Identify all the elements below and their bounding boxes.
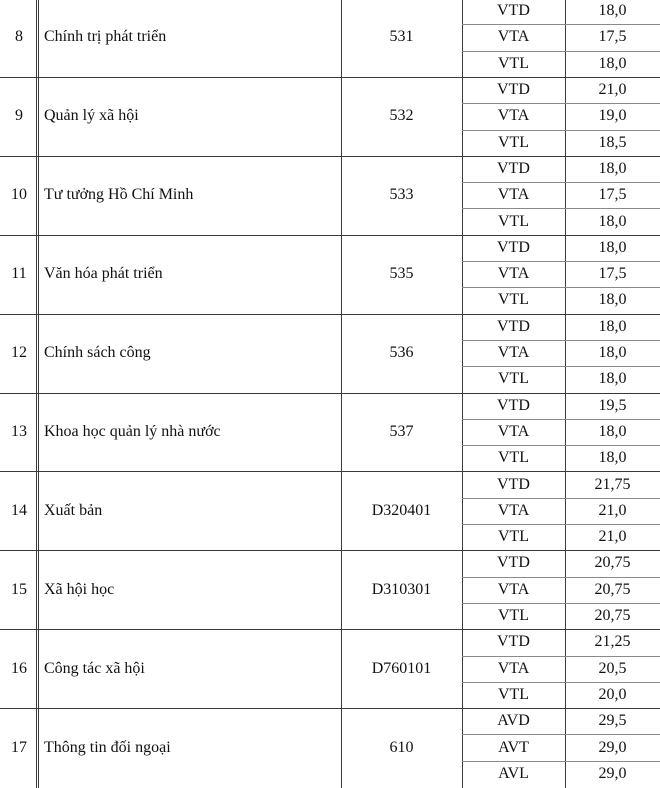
row-number: 14 [11,501,27,519]
subject-combination: VTL [497,607,530,625]
subject-combination: VTD [497,159,530,177]
sub-row-divider [462,682,660,683]
subject-combination: VTA [497,265,530,283]
sub-row-divider [462,51,660,52]
sub-row-divider [462,340,660,341]
cutoff-score: 18,0 [598,449,627,467]
subject-combination: VTL [497,528,530,546]
major-name: Văn hóa phát triển [44,265,163,283]
subject-combination: VTD [497,238,530,256]
major-name: Khoa học quản lý nhà nước [44,422,221,440]
subject-combination: VTD [497,317,530,335]
cutoff-score: 29,0 [598,738,627,756]
row-number: 8 [15,28,23,46]
cutoff-score: 17,5 [598,28,627,46]
subject-combination: VTA [497,659,530,677]
cutoff-score: 20,75 [594,580,631,598]
major-code: D320401 [371,501,432,519]
cutoff-score: 17,5 [598,265,627,283]
cutoff-score: 18,0 [598,317,627,335]
major-name: Công tác xã hội [44,659,145,677]
subject-combination: VTD [497,2,530,20]
sub-row-divider [462,656,660,657]
major-code: 535 [389,265,414,283]
cutoff-score: 29,5 [598,712,627,730]
major-name: Xã hội học [44,580,115,598]
major-name: Chính sách công [44,344,151,362]
cutoff-score: 21,75 [594,475,631,493]
sub-row-divider [462,24,660,25]
subject-combination: VTA [497,580,530,598]
major-name: Chính trị phát triển [44,28,167,46]
cutoff-score: 20,75 [594,554,631,572]
sub-row-divider [462,130,660,131]
subject-combination: VTL [497,685,530,703]
sub-row-divider [462,103,660,104]
cutoff-score: 21,0 [598,81,627,99]
row-number: 10 [11,186,27,204]
major-code: 531 [389,28,414,46]
row-number: 9 [15,107,23,125]
cutoff-score: 18,0 [598,238,627,256]
subject-combination: VTD [497,475,530,493]
cutoff-score: 21,0 [598,501,627,519]
sub-row-divider [462,419,660,420]
major-name: Tư tưởng Hồ Chí Minh [44,186,194,204]
row-number: 13 [11,422,27,440]
major-name: Xuất bản [44,501,103,519]
sub-row-divider [462,287,660,288]
subject-combination: AVD [497,712,530,730]
subject-combination: VTL [497,370,530,388]
cutoff-score: 18,0 [598,54,627,72]
sub-row-divider [462,445,660,446]
major-code: D760101 [371,659,432,677]
major-code: 533 [389,186,414,204]
cutoff-score: 19,5 [598,396,627,414]
cutoff-score: 20,75 [594,607,631,625]
sub-row-divider [462,182,660,183]
major-code: 536 [389,344,414,362]
major-code: D310301 [371,580,432,598]
sub-row-divider [462,366,660,367]
cutoff-score: 21,25 [594,633,631,651]
subject-combination: VTD [497,554,530,572]
sub-row-divider [462,603,660,604]
major-code: 537 [389,422,414,440]
subject-combination: VTA [497,28,530,46]
cutoff-score: 20,0 [598,685,627,703]
sub-row-divider [462,261,660,262]
cutoff-score: 18,0 [598,422,627,440]
sub-row-divider [462,761,660,762]
subject-combination: AVL [498,764,529,782]
subject-combination: VTA [497,186,530,204]
major-name: Thông tin đối ngoại [44,738,171,756]
subject-combination: VTA [497,107,530,125]
subject-combination: VTL [497,212,530,230]
cutoff-score: 18,0 [598,291,627,309]
subject-combination: VTD [497,633,530,651]
cutoff-score: 19,0 [598,107,627,125]
cutoff-score: 18,0 [598,344,627,362]
subject-combination: AVT [498,738,529,756]
cutoff-score: 20,5 [598,659,627,677]
sub-row-divider [462,577,660,578]
row-number: 16 [11,659,27,677]
column-rule [38,0,39,788]
subject-combination: VTL [497,449,530,467]
row-number: 11 [11,265,27,283]
subject-combination: VTL [497,291,530,309]
cutoff-score: 21,0 [598,528,627,546]
subject-combination: VTL [497,54,530,72]
subject-combination: VTA [497,422,530,440]
cutoff-score: 18,0 [598,370,627,388]
subject-combination: VTA [497,501,530,519]
subject-combination: VTL [497,133,530,151]
major-code: 532 [389,107,414,125]
major-name: Quản lý xã hội [44,107,139,125]
cutoff-score: 18,0 [598,2,627,20]
cutoff-score: 18,0 [598,212,627,230]
row-number: 17 [11,738,27,756]
sub-row-divider [462,498,660,499]
sub-row-divider [462,734,660,735]
cutoff-score: 18,0 [598,159,627,177]
row-number: 12 [11,344,27,362]
subject-combination: VTD [497,396,530,414]
major-code: 610 [389,738,414,756]
cutoff-score: 29,0 [598,764,627,782]
sub-row-divider [462,524,660,525]
row-number: 15 [11,580,27,598]
subject-combination: VTD [497,81,530,99]
subject-combination: VTA [497,344,530,362]
sub-row-divider [462,208,660,209]
cutoff-score: 18,5 [598,133,627,151]
cutoff-score: 17,5 [598,186,627,204]
